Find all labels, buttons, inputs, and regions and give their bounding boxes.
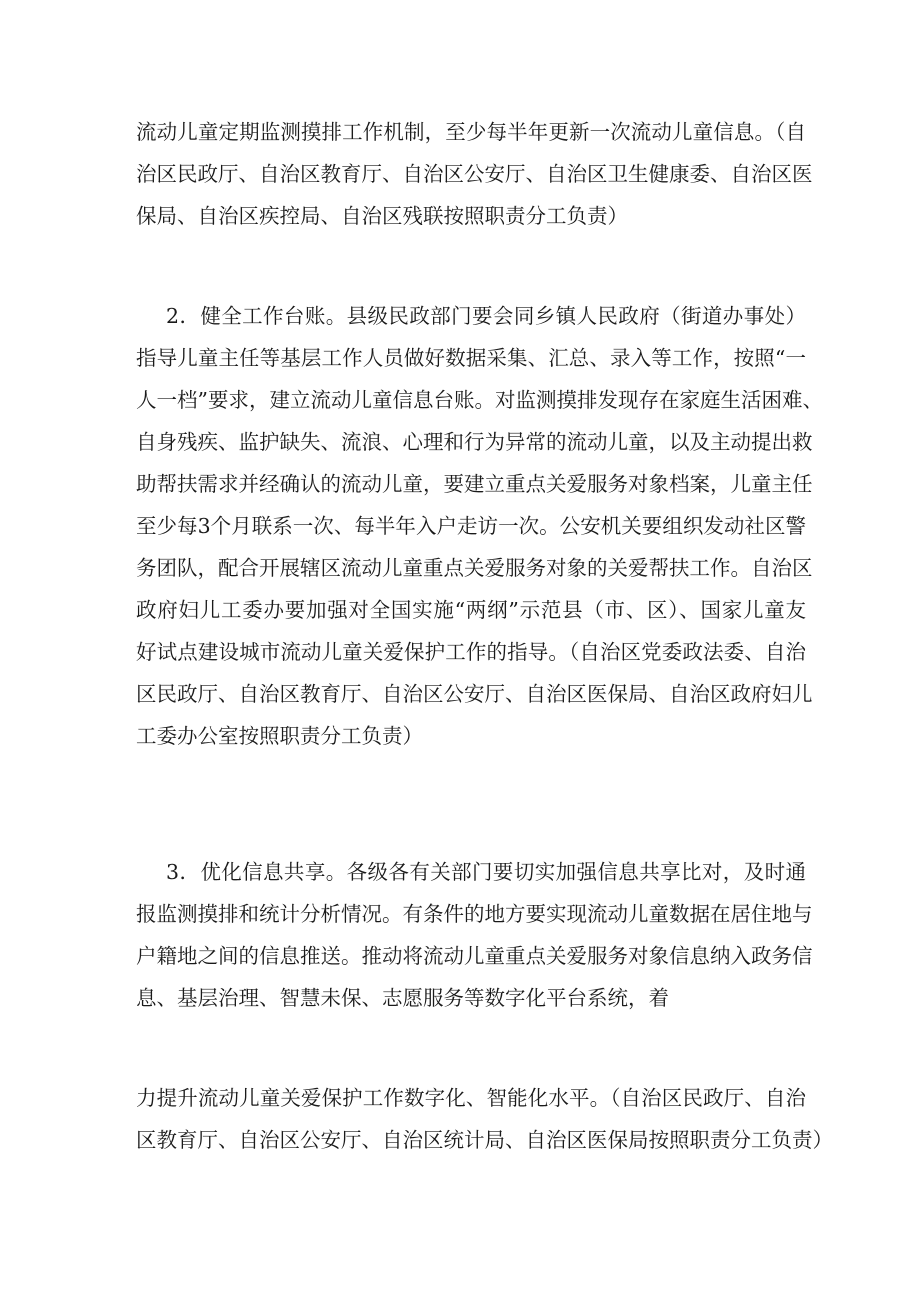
text-line: 报监测摸排和统计分析情况。有条件的地方要实现流动儿童数据在居住地与 bbox=[136, 902, 813, 926]
text-line: 2．健全工作台账。县级民政部门要会同乡镇人民政府（街道办事处） bbox=[166, 304, 806, 328]
text-line: 力提升流动儿童关爱保护工作数字化、智能化水平。（自治区民政厅、自治 bbox=[136, 1086, 806, 1110]
text-line: 政府妇儿工委办要加强对全国实施“两纲”示范县（市、区）、国家儿童友 bbox=[136, 598, 806, 622]
text-line: 好试点建设城市流动儿童关爱保护工作的指导。（自治区党委政法委、自治 bbox=[136, 640, 806, 664]
paragraph-3-continuation bbox=[136, 1077, 833, 1161]
text-line: 户籍地之间的信息推送。推动将流动儿童重点关爱服务对象信息纳入政务信 bbox=[136, 944, 813, 968]
paragraph-3-info-sharing bbox=[136, 851, 813, 1019]
text-line: 助帮扶需求并经确认的流动儿童，要建立重点关爱服务对象档案，儿童主任 bbox=[136, 472, 813, 496]
text-line: 人一档”要求，建立流动儿童信息台账。对监测摸排发现存在家庭生活困难、 bbox=[136, 388, 823, 412]
text-line: 自身残疾、监护缺失、流浪、心理和行为异常的流动儿童，以及主动提出救 bbox=[136, 430, 813, 454]
paragraph-1-continuation bbox=[136, 111, 813, 237]
paragraph-2-work-ledger bbox=[136, 295, 823, 757]
text-line: 治区民政厅、自治区教育厅、自治区公安厅、自治区卫生健康委、自治区医 bbox=[136, 162, 813, 186]
text-line: 区教育厅、自治区公安厅、自治区统计局、自治区医保局按照职责分工负责） bbox=[136, 1128, 833, 1152]
text-line: 区民政厅、自治区教育厅、自治区公安厅、自治区医保局、自治区政府妇儿 bbox=[136, 682, 813, 706]
text-line: 至少每3个月联系一次、每半年入户走访一次。公安机关要组织发动社区警 bbox=[136, 514, 806, 538]
text-line: 工委办公室按照职责分工负责） bbox=[136, 724, 423, 748]
text-line: 保局、自治区疾控局、自治区残联按照职责分工负责） bbox=[136, 204, 628, 228]
text-line: 务团队，配合开展辖区流动儿童重点关爱服务对象的关爱帮扶工作。自治区 bbox=[136, 556, 813, 580]
text-line: 指导儿童主任等基层工作人员做好数据采集、汇总、录入等工作，按照“一 bbox=[136, 346, 806, 370]
text-line: 息、基层治理、智慧未保、志愿服务等数字化平台系统，着 bbox=[136, 986, 669, 1010]
text-line: 3．优化信息共享。各级各有关部门要切实加强信息共享比对，及时通 bbox=[166, 860, 806, 884]
text-line: 流动儿童定期监测摸排工作机制，至少每半年更新一次流动儿童信息。（自 bbox=[136, 120, 806, 144]
